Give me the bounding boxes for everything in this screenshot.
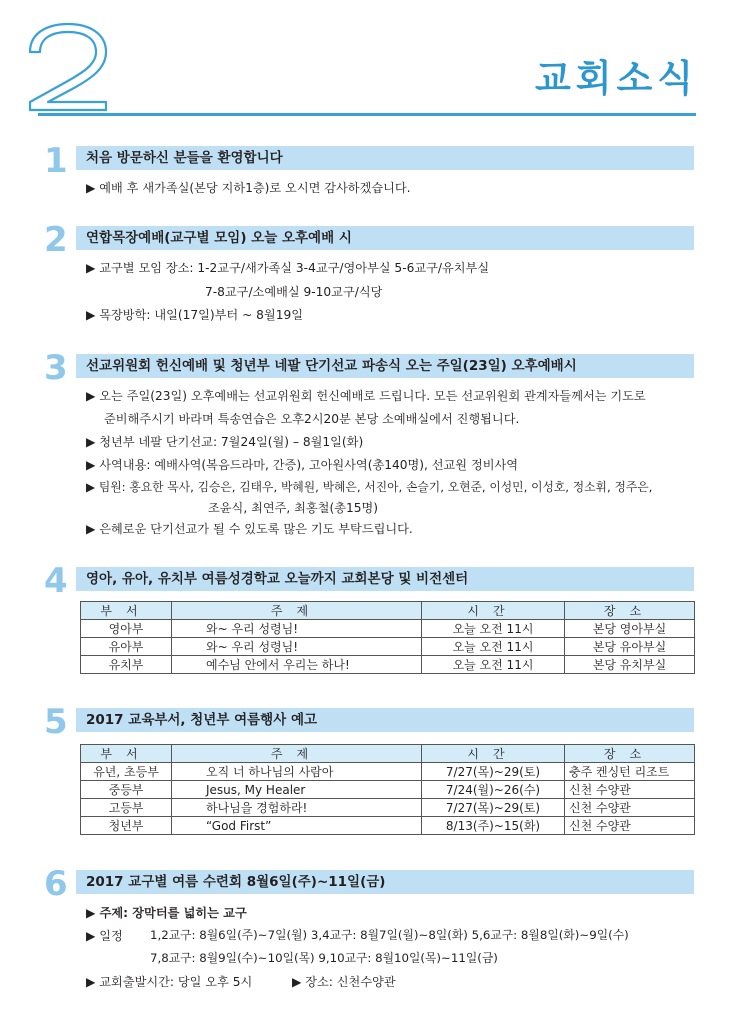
table-row <box>81 781 695 799</box>
table-cell: 7/27(목)~29(토) <box>422 799 565 817</box>
table-cell: 중등부 <box>81 781 172 799</box>
section-3-line: ▶ 사역내용: 예배사역(복음드라마, 간증), 고아원사역(총140명), 선교원 정비사역 <box>86 458 519 472</box>
column-header: 주제 <box>172 602 422 620</box>
column-header: 장소 <box>565 745 695 763</box>
column-header: 부서 <box>81 745 172 763</box>
section-5-table <box>80 744 695 835</box>
section-6-title: 2017 교구별 여름 수련회 8월6일(주)~11일(금) <box>86 874 386 890</box>
section-2-title: 연합목장예배(교구별 모임) 오늘 오후예배 시 <box>86 230 352 246</box>
table-cell: 오늘 오전 11시 <box>422 656 565 674</box>
table-row <box>81 763 695 781</box>
table-cell: 8/13(주)~15(화) <box>422 817 565 835</box>
column-header: 부서 <box>81 602 172 620</box>
table-cell: 오늘 오전 11시 <box>422 620 565 638</box>
section-4-number: 4 <box>44 561 68 601</box>
section-3-line: ▶ 은혜로운 단기선교가 될 수 있도록 많은 기도 부탁드립니다. <box>86 522 413 536</box>
section-6-number: 6 <box>44 864 68 904</box>
section-3-number: 3 <box>44 348 68 388</box>
table-cell: 와~ 우리 성령님! <box>172 620 422 638</box>
table-row <box>81 638 695 656</box>
table-row <box>81 620 695 638</box>
table-cell: 본당 유치부실 <box>565 656 695 674</box>
table-cell: “God First” <box>172 817 422 835</box>
table-cell: 7/24(월)~26(수) <box>422 781 565 799</box>
section-1-number: 1 <box>44 141 68 181</box>
table-cell: 유아부 <box>81 638 172 656</box>
section-3-line: 조윤식, 최연주, 최홍철(총15명) <box>208 501 379 515</box>
section-3-line: ▶ 청년부 네팔 단기선교: 7월24일(월) – 8월1일(화) <box>86 435 364 449</box>
column-header: 주제 <box>172 745 422 763</box>
table-cell: 신천 수양관 <box>565 781 695 799</box>
page-title: 교회소식 <box>535 57 698 100</box>
table-cell: 고등부 <box>81 799 172 817</box>
section-2-line: 7-8교구/소예배실 9-10교구/식당 <box>205 285 383 299</box>
table-cell: 신천 수양관 <box>565 799 695 817</box>
table-cell: 유치부 <box>81 656 172 674</box>
header-divider <box>38 113 696 116</box>
table-cell: 예수님 안에서 우리는 하나! <box>172 656 422 674</box>
table-row <box>81 817 695 835</box>
section-1-line: ▶ 예배 후 새가족실(본당 지하1층)로 오시면 감사하겠습니다. <box>86 181 411 195</box>
section-5-number: 5 <box>44 702 68 742</box>
section-2-line: ▶ 교구별 모임 장소: 1-2교구/새가족실 3-4교구/영아부실 5-6교구/유치부실 <box>86 261 490 275</box>
table-cell: 청년부 <box>81 817 172 835</box>
table-cell: 오직 너 하나님의 사람아 <box>172 763 422 781</box>
section-6-schedule-label: ▶ 일정 <box>86 929 123 943</box>
section-3-line: ▶ 오는 주일(23일) 오후예배는 선교위원회 헌신예배로 드립니다. 모든 선교위원회 관계자들께서는 기도로 <box>86 389 646 403</box>
section-3-title: 선교위원회 헌신예배 및 청년부 네팔 단기선교 파송식 오는 주일(23일) 오후예배시 <box>86 358 577 374</box>
table-cell: 와~ 우리 성령님! <box>172 638 422 656</box>
table-cell: 하나님을 경험하라! <box>172 799 422 817</box>
table-row <box>81 799 695 817</box>
section-6-schedule: 1,2교구: 8월6일(주)~7일(월) 3,4교구: 8월7일(월)~8일(화) 5,6교구: 8월8일(화)~9일(수) <box>150 928 629 942</box>
section-2-line: ▶ 목장방학: 내일(17일)부터 ~ 8월19일 <box>86 308 303 322</box>
table-cell: Jesus, My Healer <box>172 781 422 799</box>
table-cell: 충주 켄싱턴 리조트 <box>565 763 695 781</box>
table-cell: 영아부 <box>81 620 172 638</box>
section-1-title: 처음 방문하신 분들을 환영합니다 <box>86 150 283 166</box>
section-6-departure: ▶ 교회출발시간: 당일 오후 5시 <box>86 975 253 989</box>
column-header: 시간 <box>422 745 565 763</box>
column-header: 장소 <box>565 602 695 620</box>
section-4-table <box>80 601 695 674</box>
table-cell: 유년, 초등부 <box>81 763 172 781</box>
table-cell: 7/27(목)~29(토) <box>422 763 565 781</box>
section-3-line: ▶ 팀원: 홍요한 목사, 김승은, 김태우, 박혜원, 박혜은, 서진아, 손슬기, 오현준, 이성민, 이성호, 정소휘, 정주은, <box>86 480 653 494</box>
section-4-title: 영아, 유아, 유치부 여름성경학교 오늘까지 교회본당 및 비전센터 <box>86 571 469 587</box>
table-header-row <box>81 745 695 763</box>
section-6-schedule: 7,8교구: 8월9일(수)~10일(목) 9,10교구: 8월10일(목)~11일(금) <box>150 951 498 965</box>
section-6-theme: ▶ 주제: 장막터를 넓히는 교구 <box>86 906 247 920</box>
table-cell: 본당 영아부실 <box>565 620 695 638</box>
table-header-row <box>81 602 695 620</box>
table-cell: 본당 유아부실 <box>565 638 695 656</box>
section-2-number: 2 <box>44 220 68 260</box>
table-cell: 신천 수양관 <box>565 817 695 835</box>
table-row <box>81 656 695 674</box>
table-cell: 오늘 오전 11시 <box>422 638 565 656</box>
section-5-title: 2017 교육부서, 청년부 여름행사 예고 <box>86 712 318 728</box>
big-section-number <box>18 22 118 114</box>
section-3-line: 준비해주시기 바라며 특송연습은 오후2시20분 본당 소예배실에서 진행됩니다. <box>104 412 520 426</box>
column-header: 시간 <box>422 602 565 620</box>
section-6-place: ▶ 장소: 신천수양관 <box>292 975 396 989</box>
